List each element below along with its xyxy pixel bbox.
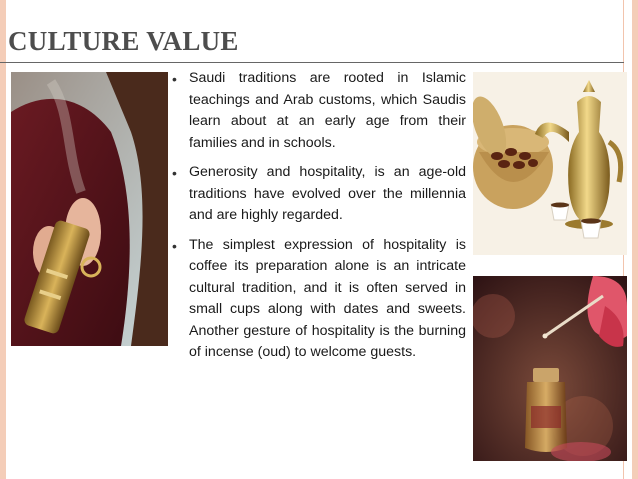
- bullet-list: [168, 68, 466, 372]
- bullet-dot-icon: •: [172, 237, 177, 254]
- bullet-item: [168, 68, 466, 154]
- incense-burner-photo: [11, 72, 168, 346]
- bullet-text: The simplest expression of hospitality is coffee its preparation alone is an intricate cultural tradition, and it is often served in small cups along with dates and sweets. Another gesture of hospitality is the burning of incense (oud) to welcome guests.: [189, 236, 466, 360]
- bullet-dot-icon: •: [172, 71, 177, 87]
- bullet-dot-icon: •: [172, 165, 177, 181]
- bullet-item: [168, 162, 466, 227]
- bullet-item: [168, 235, 466, 364]
- slide-title: CULTURE VALUE: [8, 26, 239, 56]
- bullet-text: Saudi traditions are rooted in Islamic teachings and Arab customs, which Saudis learn about at an early age from their families and in schools.: [189, 70, 466, 151]
- bullet-text: Generosity and hospitality, is an age-old traditions have evolved over the millennia and are highly regarded.: [189, 164, 466, 223]
- left-accent-border: [0, 0, 6, 479]
- title-underline: [0, 62, 624, 63]
- oud-perfume-photo: [473, 276, 627, 461]
- arabic-coffee-photo: [473, 72, 627, 255]
- right-accent-border: [632, 0, 638, 479]
